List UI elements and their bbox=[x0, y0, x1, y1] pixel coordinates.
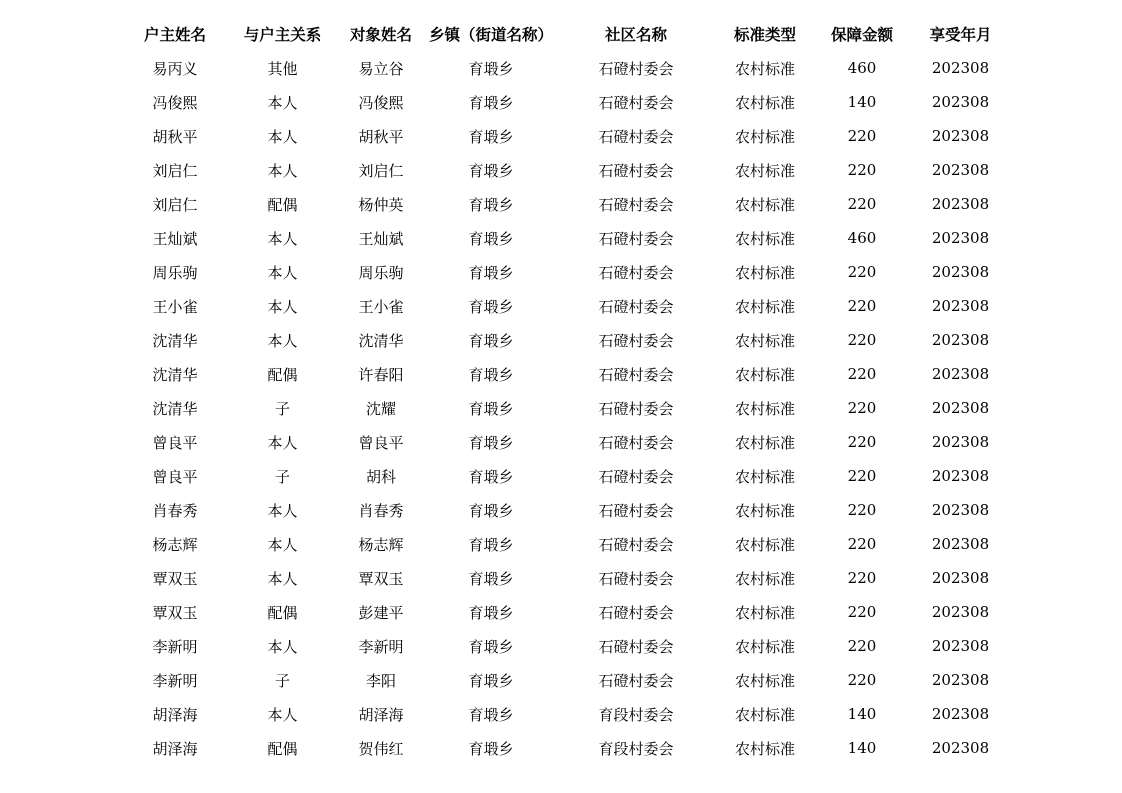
cell-township: 育塅乡 bbox=[468, 195, 514, 214]
cell-recipient-name: 肖春秀 bbox=[358, 501, 404, 520]
table-row bbox=[120, 51, 1010, 85]
cell-relation: 本人 bbox=[267, 127, 298, 146]
cell-household-head: 肖春秀 bbox=[152, 501, 198, 520]
cell-amount: 220 bbox=[847, 161, 877, 179]
cell-standard-type: 农村标准 bbox=[734, 603, 795, 622]
cell-household-head: 王灿斌 bbox=[152, 229, 198, 248]
cell-relation: 配偶 bbox=[267, 365, 298, 384]
header-amount: 保障金额 bbox=[830, 25, 893, 44]
cell-community: 石磴村委会 bbox=[598, 229, 674, 248]
cell-recipient-name: 杨志辉 bbox=[358, 535, 404, 554]
table-row bbox=[120, 561, 1010, 595]
cell-household-head: 沈清华 bbox=[152, 365, 198, 384]
table-row bbox=[120, 119, 1010, 153]
cell-amount: 220 bbox=[847, 433, 877, 451]
cell-township: 育塅乡 bbox=[468, 365, 514, 384]
cell-household-head: 刘启仁 bbox=[152, 195, 198, 214]
cell-township: 育塅乡 bbox=[468, 127, 514, 146]
table-row bbox=[120, 629, 1010, 663]
cell-community: 育段村委会 bbox=[598, 739, 674, 758]
cell-township: 育塅乡 bbox=[468, 399, 514, 418]
cell-period: 202308 bbox=[931, 263, 990, 281]
header-relation: 与户主关系 bbox=[243, 25, 322, 44]
cell-recipient-name: 胡泽海 bbox=[358, 705, 404, 724]
header-community: 社区名称 bbox=[604, 25, 667, 44]
cell-standard-type: 农村标准 bbox=[734, 501, 795, 520]
cell-household-head: 胡秋平 bbox=[152, 127, 198, 146]
cell-township: 育塅乡 bbox=[468, 161, 514, 180]
cell-recipient-name: 李新明 bbox=[358, 637, 404, 656]
table-body bbox=[120, 51, 1010, 765]
cell-period: 202308 bbox=[931, 433, 990, 451]
cell-community: 石磴村委会 bbox=[598, 297, 674, 316]
cell-township: 育塅乡 bbox=[468, 671, 514, 690]
cell-standard-type: 农村标准 bbox=[734, 161, 795, 180]
table-row bbox=[120, 255, 1010, 289]
cell-community: 石磴村委会 bbox=[598, 569, 674, 588]
cell-household-head: 易丙义 bbox=[152, 59, 198, 78]
table-row bbox=[120, 663, 1010, 697]
cell-recipient-name: 沈耀 bbox=[365, 399, 396, 418]
cell-community: 石磴村委会 bbox=[598, 603, 674, 622]
table-row bbox=[120, 85, 1010, 119]
table-row bbox=[120, 493, 1010, 527]
cell-recipient-name: 冯俊熙 bbox=[358, 93, 404, 112]
cell-period: 202308 bbox=[931, 603, 990, 621]
table-row bbox=[120, 595, 1010, 629]
cell-household-head: 沈清华 bbox=[152, 399, 198, 418]
cell-period: 202308 bbox=[931, 365, 990, 383]
header-standard-type: 标准类型 bbox=[733, 25, 796, 44]
cell-recipient-name: 曾良平 bbox=[358, 433, 404, 452]
cell-recipient-name: 王灿斌 bbox=[358, 229, 404, 248]
cell-standard-type: 农村标准 bbox=[734, 331, 795, 350]
cell-standard-type: 农村标准 bbox=[734, 127, 795, 146]
cell-recipient-name: 刘启仁 bbox=[358, 161, 404, 180]
cell-period: 202308 bbox=[931, 229, 990, 247]
cell-household-head: 覃双玉 bbox=[152, 603, 198, 622]
cell-relation: 本人 bbox=[267, 705, 298, 724]
cell-township: 育塅乡 bbox=[468, 59, 514, 78]
cell-period: 202308 bbox=[931, 399, 990, 417]
cell-community: 石磴村委会 bbox=[598, 263, 674, 282]
cell-recipient-name: 王小雀 bbox=[358, 297, 404, 316]
table-row bbox=[120, 459, 1010, 493]
cell-community: 石磴村委会 bbox=[598, 433, 674, 452]
table-row bbox=[120, 357, 1010, 391]
cell-community: 石磴村委会 bbox=[598, 637, 674, 656]
cell-community: 石磴村委会 bbox=[598, 93, 674, 112]
cell-amount: 220 bbox=[847, 297, 877, 315]
cell-relation: 本人 bbox=[267, 535, 298, 554]
cell-amount: 220 bbox=[847, 535, 877, 553]
cell-period: 202308 bbox=[931, 93, 990, 111]
table-row bbox=[120, 221, 1010, 255]
cell-period: 202308 bbox=[931, 161, 990, 179]
cell-household-head: 胡泽海 bbox=[152, 705, 198, 724]
header-row bbox=[120, 17, 1010, 51]
table-header bbox=[120, 17, 1010, 51]
cell-relation: 配偶 bbox=[267, 739, 298, 758]
cell-community: 石磴村委会 bbox=[598, 399, 674, 418]
table-row bbox=[120, 731, 1010, 765]
cell-household-head: 杨志辉 bbox=[152, 535, 198, 554]
cell-relation: 子 bbox=[274, 467, 290, 486]
cell-township: 育塅乡 bbox=[468, 739, 514, 758]
cell-relation: 本人 bbox=[267, 331, 298, 350]
document-page bbox=[120, 17, 1010, 765]
cell-household-head: 冯俊熙 bbox=[152, 93, 198, 112]
cell-relation: 本人 bbox=[267, 263, 298, 282]
header-household-head: 户主姓名 bbox=[143, 25, 206, 44]
table-row bbox=[120, 323, 1010, 357]
cell-household-head: 胡泽海 bbox=[152, 739, 198, 758]
cell-amount: 220 bbox=[847, 467, 877, 485]
cell-relation: 本人 bbox=[267, 229, 298, 248]
cell-household-head: 覃双玉 bbox=[152, 569, 198, 588]
cell-amount: 460 bbox=[847, 59, 877, 77]
cell-standard-type: 农村标准 bbox=[734, 535, 795, 554]
cell-household-head: 周乐驹 bbox=[152, 263, 198, 282]
cell-township: 育塅乡 bbox=[468, 433, 514, 452]
cell-township: 育塅乡 bbox=[468, 93, 514, 112]
cell-amount: 220 bbox=[847, 365, 877, 383]
cell-standard-type: 农村标准 bbox=[734, 263, 795, 282]
cell-township: 育塅乡 bbox=[468, 535, 514, 554]
cell-relation: 本人 bbox=[267, 297, 298, 316]
cell-amount: 220 bbox=[847, 263, 877, 281]
cell-township: 育塅乡 bbox=[468, 705, 514, 724]
cell-relation: 配偶 bbox=[267, 603, 298, 622]
cell-standard-type: 农村标准 bbox=[734, 195, 795, 214]
table-row bbox=[120, 391, 1010, 425]
cell-household-head: 刘启仁 bbox=[152, 161, 198, 180]
table-row bbox=[120, 425, 1010, 459]
cell-standard-type: 农村标准 bbox=[734, 229, 795, 248]
cell-period: 202308 bbox=[931, 705, 990, 723]
cell-amount: 220 bbox=[847, 603, 877, 621]
cell-township: 育塅乡 bbox=[468, 297, 514, 316]
cell-community: 石磴村委会 bbox=[598, 501, 674, 520]
cell-standard-type: 农村标准 bbox=[734, 467, 795, 486]
cell-relation: 本人 bbox=[267, 637, 298, 656]
cell-period: 202308 bbox=[931, 127, 990, 145]
cell-household-head: 李新明 bbox=[152, 671, 198, 690]
cell-community: 石磴村委会 bbox=[598, 331, 674, 350]
cell-community: 石磴村委会 bbox=[598, 671, 674, 690]
cell-community: 石磴村委会 bbox=[598, 59, 674, 78]
cell-community: 石磴村委会 bbox=[598, 161, 674, 180]
cell-recipient-name: 周乐驹 bbox=[358, 263, 404, 282]
cell-standard-type: 农村标准 bbox=[734, 671, 795, 690]
cell-township: 育塅乡 bbox=[468, 637, 514, 656]
table-row bbox=[120, 187, 1010, 221]
cell-relation: 本人 bbox=[267, 93, 298, 112]
cell-household-head: 王小雀 bbox=[152, 297, 198, 316]
cell-recipient-name: 沈清华 bbox=[358, 331, 404, 350]
cell-amount: 220 bbox=[847, 569, 877, 587]
cell-relation: 其他 bbox=[267, 59, 298, 78]
cell-recipient-name: 彭建平 bbox=[358, 603, 404, 622]
allowance-table bbox=[120, 17, 1010, 765]
cell-standard-type: 农村标准 bbox=[734, 399, 795, 418]
cell-period: 202308 bbox=[931, 671, 990, 689]
cell-standard-type: 农村标准 bbox=[734, 433, 795, 452]
cell-amount: 220 bbox=[847, 671, 877, 689]
table-row bbox=[120, 289, 1010, 323]
cell-township: 育塅乡 bbox=[468, 331, 514, 350]
cell-amount: 140 bbox=[847, 705, 877, 723]
cell-period: 202308 bbox=[931, 331, 990, 349]
cell-recipient-name: 李阳 bbox=[365, 671, 396, 690]
cell-amount: 220 bbox=[847, 331, 877, 349]
cell-relation: 子 bbox=[274, 671, 290, 690]
cell-relation: 本人 bbox=[267, 569, 298, 588]
cell-township: 育塅乡 bbox=[468, 501, 514, 520]
cell-township: 育塅乡 bbox=[468, 229, 514, 248]
cell-period: 202308 bbox=[931, 637, 990, 655]
cell-standard-type: 农村标准 bbox=[734, 705, 795, 724]
cell-amount: 220 bbox=[847, 637, 877, 655]
cell-standard-type: 农村标准 bbox=[734, 637, 795, 656]
cell-relation: 本人 bbox=[267, 161, 298, 180]
cell-period: 202308 bbox=[931, 195, 990, 213]
cell-township: 育塅乡 bbox=[468, 603, 514, 622]
cell-standard-type: 农村标准 bbox=[734, 569, 795, 588]
cell-recipient-name: 胡科 bbox=[365, 467, 396, 486]
cell-amount: 220 bbox=[847, 501, 877, 519]
cell-community: 石磴村委会 bbox=[598, 535, 674, 554]
cell-amount: 140 bbox=[847, 93, 877, 111]
cell-recipient-name: 贺伟红 bbox=[358, 739, 404, 758]
cell-standard-type: 农村标准 bbox=[734, 93, 795, 112]
cell-amount: 220 bbox=[847, 127, 877, 145]
cell-relation: 配偶 bbox=[267, 195, 298, 214]
cell-community: 石磴村委会 bbox=[598, 127, 674, 146]
cell-recipient-name: 易立谷 bbox=[358, 59, 404, 78]
cell-standard-type: 农村标准 bbox=[734, 297, 795, 316]
cell-recipient-name: 胡秋平 bbox=[358, 127, 404, 146]
cell-amount: 460 bbox=[847, 229, 877, 247]
table-row bbox=[120, 697, 1010, 731]
cell-household-head: 李新明 bbox=[152, 637, 198, 656]
cell-period: 202308 bbox=[931, 739, 990, 757]
header-recipient-name: 对象姓名 bbox=[349, 25, 412, 44]
header-period: 享受年月 bbox=[929, 25, 992, 44]
cell-recipient-name: 许春阳 bbox=[358, 365, 404, 384]
table-row bbox=[120, 153, 1010, 187]
cell-standard-type: 农村标准 bbox=[734, 739, 795, 758]
cell-amount: 220 bbox=[847, 399, 877, 417]
cell-standard-type: 农村标准 bbox=[734, 365, 795, 384]
cell-period: 202308 bbox=[931, 467, 990, 485]
cell-township: 育塅乡 bbox=[468, 569, 514, 588]
cell-township: 育塅乡 bbox=[468, 467, 514, 486]
cell-period: 202308 bbox=[931, 501, 990, 519]
header-township: 乡镇（街道名称） bbox=[428, 25, 553, 44]
cell-household-head: 沈清华 bbox=[152, 331, 198, 350]
cell-community: 石磴村委会 bbox=[598, 365, 674, 384]
cell-household-head: 曾良平 bbox=[152, 467, 198, 486]
cell-relation: 本人 bbox=[267, 433, 298, 452]
cell-period: 202308 bbox=[931, 569, 990, 587]
cell-standard-type: 农村标准 bbox=[734, 59, 795, 78]
cell-amount: 220 bbox=[847, 195, 877, 213]
cell-community: 育段村委会 bbox=[598, 705, 674, 724]
cell-recipient-name: 覃双玉 bbox=[358, 569, 404, 588]
cell-amount: 140 bbox=[847, 739, 877, 757]
cell-relation: 子 bbox=[274, 399, 290, 418]
cell-relation: 本人 bbox=[267, 501, 298, 520]
cell-township: 育塅乡 bbox=[468, 263, 514, 282]
cell-period: 202308 bbox=[931, 297, 990, 315]
cell-community: 石磴村委会 bbox=[598, 195, 674, 214]
cell-period: 202308 bbox=[931, 535, 990, 553]
cell-community: 石磴村委会 bbox=[598, 467, 674, 486]
cell-period: 202308 bbox=[931, 59, 990, 77]
table-row bbox=[120, 527, 1010, 561]
cell-recipient-name: 杨仲英 bbox=[358, 195, 404, 214]
cell-household-head: 曾良平 bbox=[152, 433, 198, 452]
